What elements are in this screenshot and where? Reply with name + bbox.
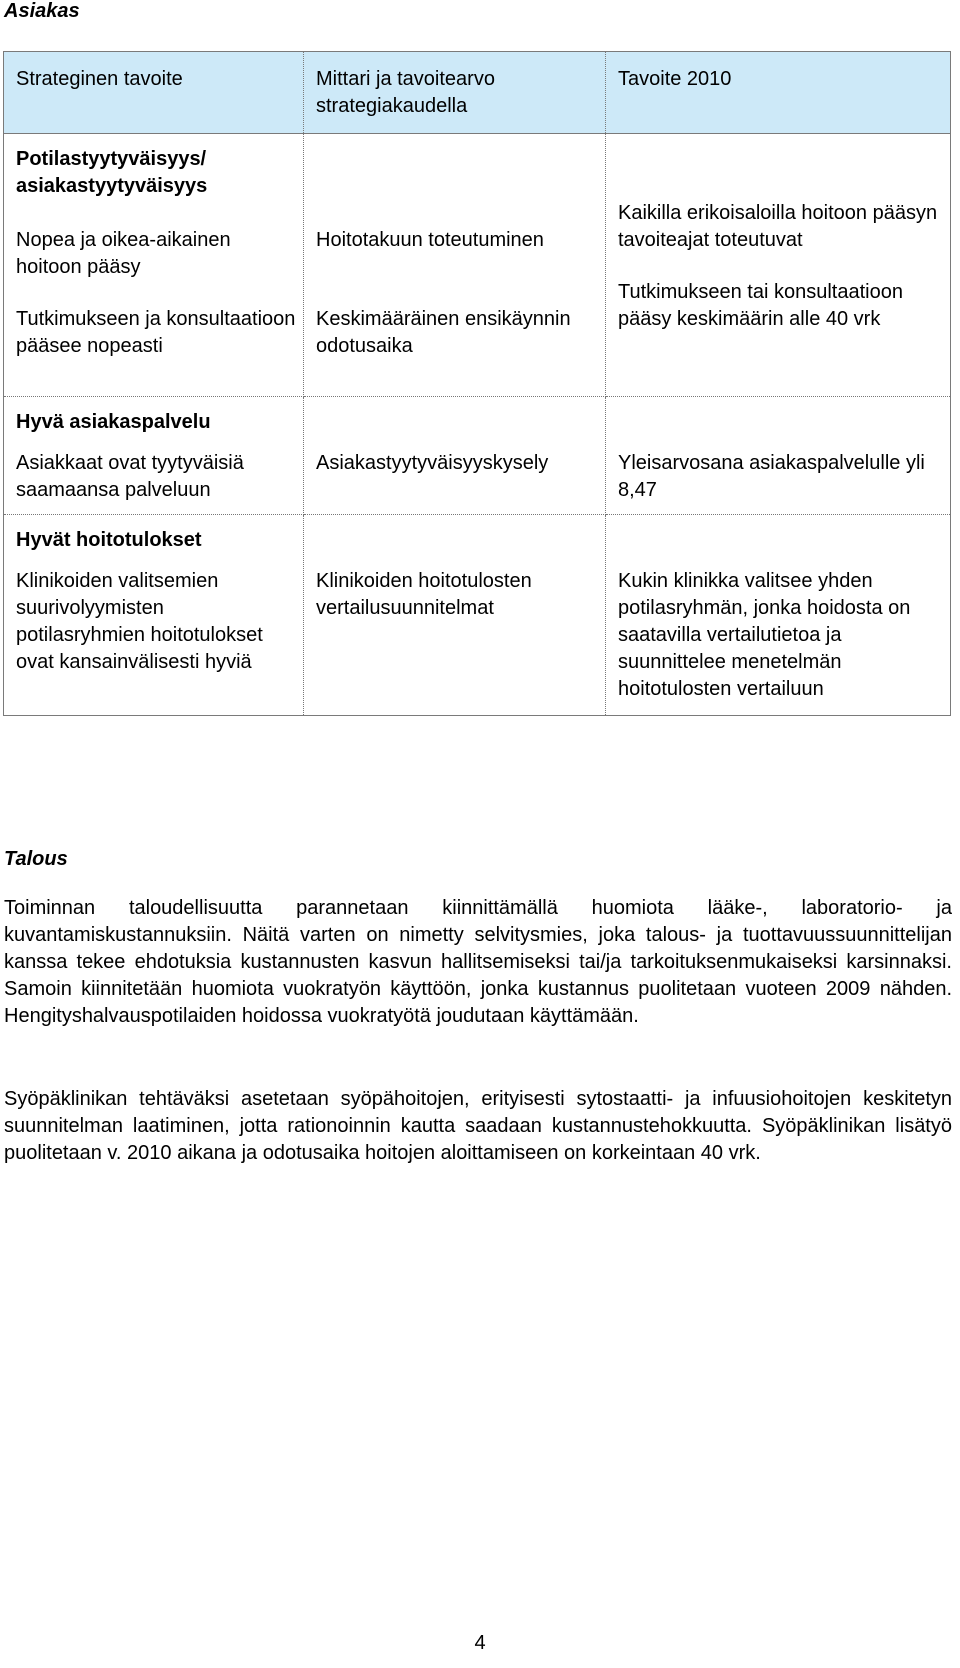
table-cell: Klinikoiden hoitotulosten vertailusuunnitelmat (316, 570, 532, 619)
page-number: 4 (474, 1632, 486, 1654)
header-metric: Mittari ja tavoitearvo strategiakaudella (304, 52, 606, 134)
table-cell: Kukin klinikka valitsee yhden potilasryhmän, jonka hoidosta on saatavilla vertailutietoa ja suunnittelee menetelmän hoitotulosten vertailuun (618, 570, 911, 700)
table-cell: Asiakastyytyväisyyskysely (316, 452, 549, 474)
paragraph: Syöpäklinikan tehtäväksi asetetaan syöpähoitojen, erityisesti sytostaatti- ja infuusiohoitojen keskitetyn suunnitelman laatiminen, jotta rationoinnin kautta saadaan kustannustehokkuutta. Syöpäklinikan lisätyö puolitetaan v. 2010 aikana ja odotusaika hoitojen aloittamiseen on korkeintaan 40 vrk. (4, 1088, 952, 1164)
header-strategic-goal: Strateginen tavoite (4, 52, 304, 134)
section-title-talous: Talous (4, 848, 68, 870)
group-title: Potilastyytyväisyys/ asiakastyytyväisyys (16, 148, 208, 197)
table-cell: Yleisarvosana asiakaspalvelulle yli 8,47 (618, 452, 925, 501)
table-group-row (4, 134, 951, 397)
table-cell: Hoitotakuun toteutuminen (316, 229, 544, 251)
table-cell: Nopea ja oikea-aikainen hoitoon pääsy (16, 229, 231, 278)
group-title: Hyvä asiakaspalvelu (16, 411, 211, 433)
table-header-row (4, 52, 951, 134)
table-cell: Tutkimukseen ja konsultaatioon pääsee nopeasti (16, 308, 296, 357)
table-cell: Keskimääräinen ensikäynnin odotusaika (316, 308, 571, 357)
table-cell: Tutkimukseen tai konsultaatioon pääsy keskimäärin alle 40 vrk (618, 281, 903, 330)
table-group-row (4, 397, 951, 515)
header-goal-2010: Tavoite 2010 (606, 52, 951, 134)
table-cell: Asiakkaat ovat tyytyväisiä saamaansa palveluun (16, 452, 244, 501)
group-title: Hyvät hoitotulokset (16, 529, 202, 551)
paragraph: Toiminnan taloudellisuutta parannetaan kiinnittämällä huomiota lääke-, laboratorio- ja kuvantamiskustannuksiin. Näitä varten on nimetty selvitysmies, joka talous- ja tuottavuussuunnittelijan kanssa tekee ehdotuksia kustannusten kasvun hallitsemiseksi tai/ja tarkoituksenmukaiseksi karsinnaksi. Samoin kiinnitetään huomiota vuokratyön käyttöön, jonka kustannus puolitetaan vuoteen 2009 nähden. Hengityshalvauspotilaiden hoidossa vuokratyötä joudutaan käyttämään. (4, 897, 952, 1027)
table-group-row (4, 515, 951, 716)
table-cell: Klinikoiden valitsemien suurivolyymisten potilasryhmien hoitotulokset ovat kansainvälisesti hyviä (16, 570, 263, 673)
section-title-asiakas: Asiakas (4, 0, 80, 22)
strategy-table (3, 51, 951, 716)
table-cell: Kaikilla erikoisaloilla hoitoon pääsyn tavoiteajat toteutuvat (618, 202, 938, 251)
